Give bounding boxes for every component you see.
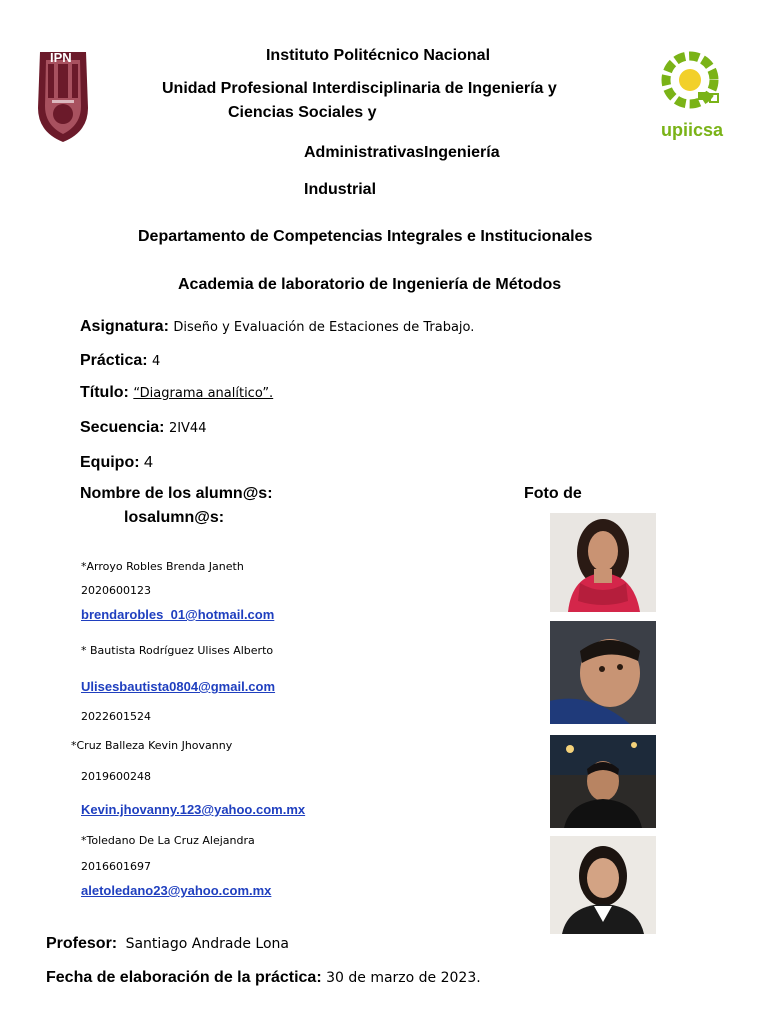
ipn-logo-text: IPN [50, 50, 72, 65]
unit-name-line3: AdministrativasIngeniería [304, 144, 500, 161]
academy-name: Academia de laboratorio de Ingeniería de Métodos [178, 276, 562, 293]
student-3-photo [550, 735, 656, 828]
equipo-row [80, 454, 153, 472]
unit-name-line4: Industrial [304, 181, 377, 198]
student-4-id: 2016601697 [81, 860, 151, 873]
institution-name: Instituto Politécnico Nacional [265, 47, 491, 64]
practica-value: 4 [152, 354, 161, 369]
department-name: Departamento de Competencias Integrales e Institucionales [138, 228, 593, 245]
unit-name-line2: Ciencias Sociales y [228, 104, 377, 121]
student-3-name: *Cruz Balleza Kevin Jhovanny [71, 739, 233, 752]
student-2-name: * Bautista Rodríguez Ulises Alberto [81, 644, 274, 657]
student-4-photo [550, 836, 656, 934]
students-heading: Nombre de los alumn@s: [80, 485, 273, 502]
student-1-name: *Arroyo Robles Brenda Janeth [81, 560, 244, 573]
student-3-id: 2019600248 [81, 770, 151, 783]
profesor-label: Profesor: [46, 935, 118, 952]
practica-label: Práctica: [80, 352, 148, 369]
fecha-value: 30 de marzo de 2023. [326, 970, 481, 986]
student-1-id: 2020600123 [81, 584, 151, 597]
practica-row [80, 352, 160, 370]
student-1-email[interactable]: brendarobles_01@hotmail.com [81, 607, 275, 622]
fecha-row [46, 969, 481, 987]
profesor-value: Santiago Andrade Lona [125, 936, 289, 952]
student-2-id: 2022601524 [81, 710, 151, 723]
student-4-name: *Toledano De La Cruz Alejandra [81, 834, 255, 847]
asignatura-row [80, 318, 474, 336]
student-1-photo [550, 513, 656, 612]
student-2-photo [550, 621, 656, 724]
asignatura-value: Diseño y Evaluación de Estaciones de Trabajo. [173, 320, 475, 335]
students-heading-cont: losalumn@s: [124, 509, 225, 526]
student-3-email[interactable]: Kevin.jhovanny.123@yahoo.com.mx [81, 802, 306, 817]
student-4-email[interactable]: aletoledano23@yahoo.com.mx [81, 883, 272, 898]
fecha-label: Fecha de elaboración de la práctica: [46, 969, 322, 986]
profesor-row [46, 935, 289, 953]
secuencia-label: Secuencia: [80, 419, 165, 436]
secuencia-value: 2IV44 [168, 421, 207, 436]
titulo-value: “Diagrama analítico”. [133, 386, 274, 401]
equipo-label: Equipo: [80, 454, 140, 471]
unit-name-line1: Unidad Profesional Interdisciplinaria de Ingeniería y [162, 80, 557, 97]
equipo-value: 4 [144, 454, 153, 471]
titulo-row [80, 384, 273, 402]
student-2-email[interactable]: Ulisesbautista0804@gmail.com [81, 679, 276, 694]
titulo-label: Título: [80, 384, 129, 401]
asignatura-label: Asignatura: [80, 318, 169, 335]
upiicsa-logo-text: upiicsa [661, 120, 724, 140]
secuencia-row [80, 419, 206, 437]
photo-heading: Foto de [524, 485, 582, 502]
